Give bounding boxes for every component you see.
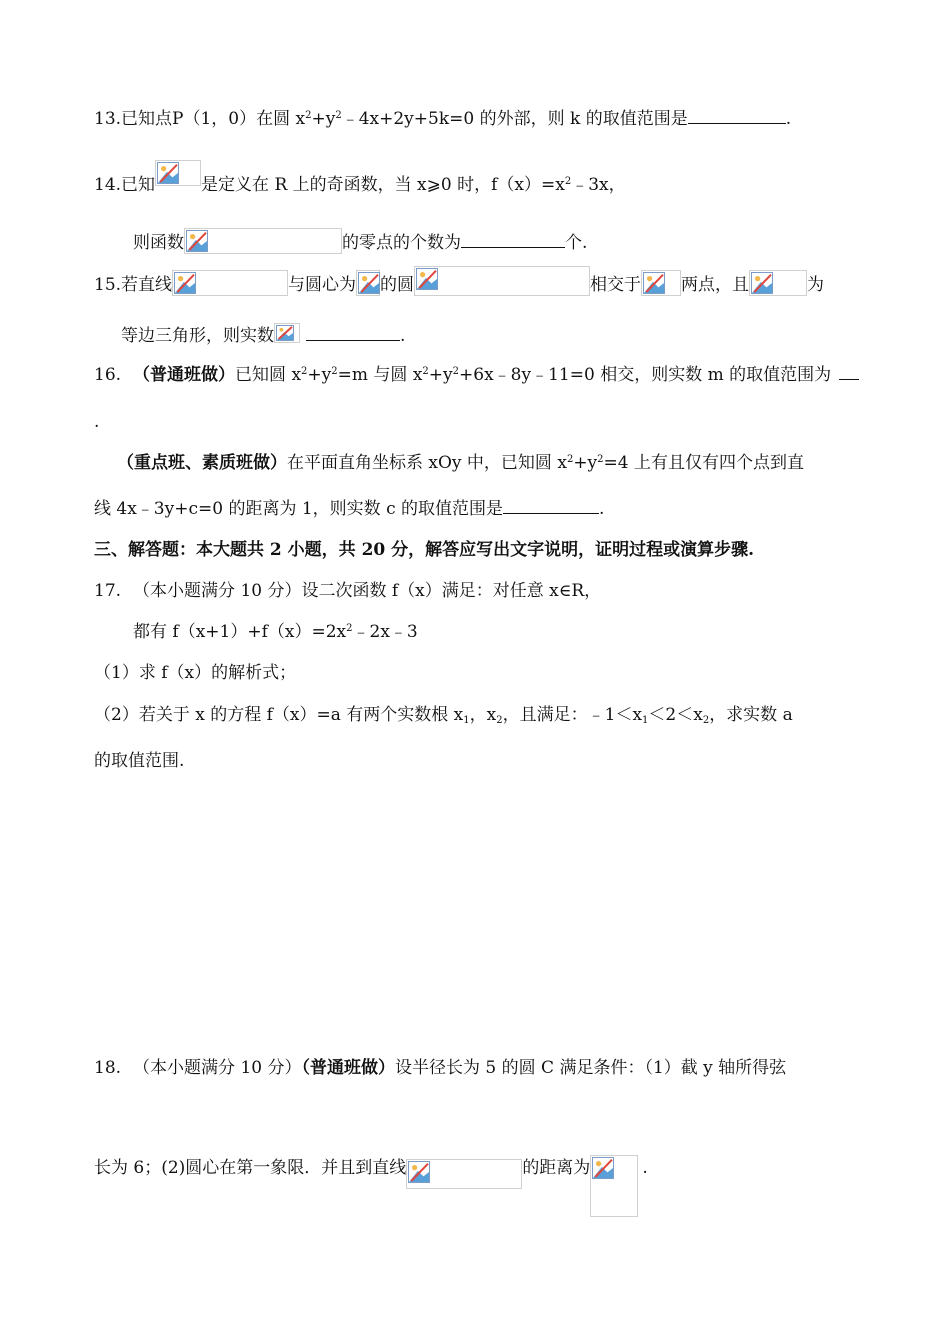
text: 的圆 [380,275,415,295]
question-number: 18. [94,1058,122,1078]
text: （本小题满分 10 分） [133,1058,302,1078]
question-17-part-2 [94,703,793,727]
text: 与圆心为 [288,275,357,295]
superscript: 2 [301,366,308,377]
text: ，x [469,705,497,725]
broken-image-icon [172,270,288,296]
broken-image-icon [641,270,681,296]
class-tag: （普通班做） [301,1058,395,1078]
superscript: 2 [346,623,353,634]
broken-image-icon [274,323,300,343]
text: ，求实数 a [709,705,793,725]
text: . [785,109,792,129]
subscript: 2 [496,715,503,726]
question-16 [94,363,859,387]
question-14-line-2 [133,228,587,255]
superscript: 2 [335,110,342,121]
text: （2）若关于 x 的方程 f（x）=a 有两个实数根 x [94,705,464,725]
text: 等边三角形，则实数 [121,326,274,346]
question-16-alt [117,451,804,475]
text: 的距离为 [522,1158,591,1178]
superscript: 2 [422,366,429,377]
text: 已知点P（1，0）在圆 x [121,109,306,129]
text: . [599,499,605,519]
superscript: 2 [597,454,604,465]
text: 在平面直角坐标系 xOy 中，已知圆 x [287,453,567,473]
text: 则函数 [133,233,184,253]
question-number: 14. [94,175,122,195]
text: =4 上有且仅有四个点到直 [603,453,805,473]
text: 已知 [121,175,156,195]
text: ，且满足：﹣1＜x [502,705,643,725]
broken-image-icon [590,1155,638,1217]
answer-blank[interactable] [688,107,786,124]
broken-image-icon [406,1159,522,1189]
text: 为 [807,275,825,295]
text: 个. [565,233,588,253]
question-number: 17. [94,581,122,601]
text: 若直线 [121,275,173,295]
broken-image-icon [414,266,590,296]
text: +y [307,365,332,385]
text: 都有 f（x+1）+f（x）=2x [133,622,347,642]
text: （1）求 f（x）的解析式； [94,663,297,683]
subscript: 2 [702,715,710,726]
class-tag: （普通班做） [133,365,236,385]
text: 长为 6；(2)圆心在第一象限．并且到直线 [94,1158,407,1178]
question-15 [94,266,824,297]
class-tag: （重点班、素质班做） [117,453,287,473]
text: 线 4x﹣3y+c=0 的距离为 1，则实数 c 的取值范围是 [94,499,504,519]
text: . [400,326,406,346]
text: . [642,1158,648,1178]
text: （本小题满分 10 分）设二次函数 f（x）满足：对任意 x∈R， [133,581,602,601]
question-number: 13. [94,109,122,129]
text: 相交于 [590,275,642,295]
subscript: 1 [463,715,470,726]
superscript: 2 [305,110,312,121]
question-14 [94,160,626,197]
question-13 [94,107,791,131]
superscript: 2 [452,366,460,377]
text: 的零点的个数为 [342,233,461,253]
text: +y [311,109,336,129]
superscript: 2 [331,366,338,377]
text: +y [428,365,453,385]
question-17-line-2 [133,620,418,644]
question-18-line-2 [94,1155,648,1217]
section-heading: 三、解答题：本大题共 2 小题，共 20 分，解答应写出文字说明，证明过程或演算步骤. [94,540,755,560]
text: . [94,412,100,432]
question-17-part-2-line-2 [94,749,184,773]
question-18 [94,1056,786,1080]
broken-image-icon [155,160,201,186]
question-number: 16. [94,365,122,385]
superscript: 2 [564,176,572,187]
subscript: 1 [642,715,649,726]
broken-image-icon [749,270,807,296]
text: ﹣3x， [571,175,626,195]
text: 两点，且 [681,275,750,295]
text: 已知圆 x [235,365,302,385]
text: 设半径长为 5 的圆 C 满足条件：（1）截 y 轴所得弦 [395,1058,787,1078]
text: ﹣2x﹣3 [352,622,418,642]
answer-blank[interactable] [461,231,565,248]
answer-blank[interactable] [839,363,859,380]
superscript: 2 [566,454,574,465]
broken-image-icon [356,270,380,296]
question-number: 15. [94,275,122,295]
text: +6x﹣8y﹣11=0 相交，则实数 m 的取值范围为 [459,365,832,385]
text: ＜2＜x [648,705,703,725]
answer-blank[interactable] [306,324,400,341]
question-17 [94,579,601,603]
question-17-part-1 [94,661,296,685]
broken-image-icon [184,228,342,254]
text: +y [573,453,598,473]
text: 的取值范围. [94,751,185,771]
answer-blank[interactable] [503,497,599,514]
question-15-line-2 [121,323,405,348]
text: ﹣4x+2y+5k=0 的外部，则 k 的取值范围是 [341,109,688,129]
question-16-alt-line-2 [94,497,604,521]
question-16-dot [94,410,99,434]
text: 是定义在 R 上的奇函数，当 x⩾0 时，f（x）=x [201,175,565,195]
text: =m 与圆 x [337,365,423,385]
